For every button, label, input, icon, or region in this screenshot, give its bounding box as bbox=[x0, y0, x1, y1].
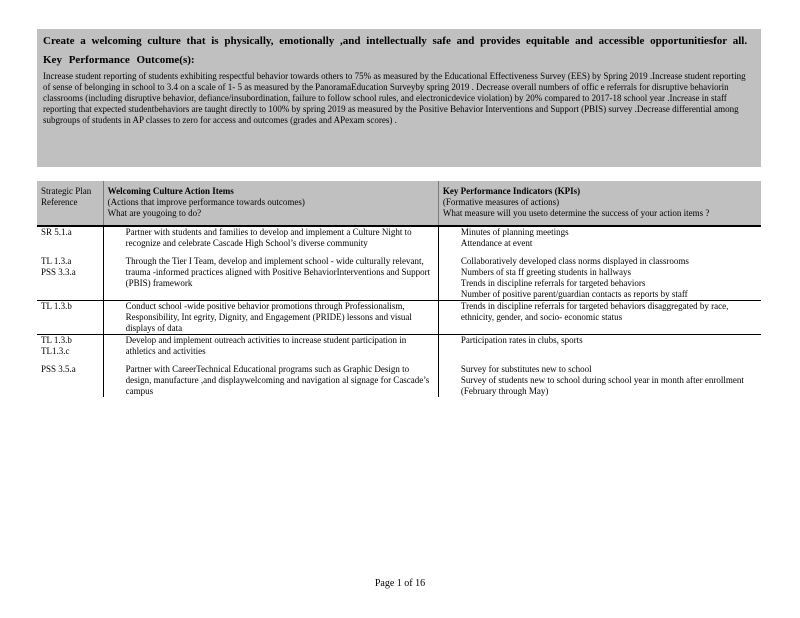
row-action bbox=[103, 301, 438, 335]
row-kpi bbox=[438, 335, 761, 358]
goal-box bbox=[37, 29, 761, 167]
table-row bbox=[37, 256, 761, 301]
kpi-text: Participation rates in clubs, sports bbox=[460, 335, 583, 345]
header-plan-reference-label: Strategic Plan Reference bbox=[41, 186, 92, 207]
header-plan-reference bbox=[37, 181, 103, 226]
table-header-row bbox=[37, 181, 761, 226]
goal-statement: Create a welcoming culture that is physically, emotionally ,and intellectually safe and provides equitable and accessible opportunitiesfor all. bbox=[43, 35, 748, 47]
row-kpi bbox=[438, 301, 761, 335]
row-ref: SR 5.1.a bbox=[41, 227, 72, 237]
bullet-icon bbox=[108, 256, 126, 289]
ref-line: TL1.3.c bbox=[41, 346, 70, 356]
bullet-icon bbox=[108, 301, 126, 334]
kpi-text: Trends in discipline referrals for targeted behaviors disaggregated by race, ethnicity, gender, and socio- economic status bbox=[460, 301, 729, 322]
header-action-title: Welcoming Culture Action Items bbox=[107, 186, 234, 196]
action-plan-table bbox=[37, 181, 761, 397]
row-action bbox=[103, 335, 438, 358]
kpi-text: Collaboratively developed class norms displayed in classrooms bbox=[460, 256, 689, 266]
row-ref bbox=[37, 256, 103, 301]
bullet-icon bbox=[108, 335, 126, 357]
action-text: Partner with students and families to develop and implement a Culture Night to recognize and celebrate Cascade High School’s diverse community bbox=[125, 227, 412, 248]
kpi-text: Survey of students new to school during school year in month after enrollment (February through May) bbox=[460, 375, 744, 396]
action-text: Through the Tier I Team, develop and implement school - wide culturally relevant, trauma -informed practices aligned with Positive BehaviorInterventions and Support (PBIS) framework bbox=[125, 256, 431, 288]
bullet-icon bbox=[443, 301, 461, 323]
ref-line: TL 1.3.a bbox=[41, 256, 72, 266]
kpi-text: Numbers of sta ff greeting students in hallways bbox=[460, 267, 631, 277]
kpi-text: Attendance at event bbox=[460, 238, 533, 248]
row-action bbox=[103, 364, 438, 397]
header-action-items bbox=[103, 181, 438, 226]
table-row bbox=[37, 335, 761, 358]
action-text: Develop and implement outreach activities to increase student participation in athletics and activities bbox=[125, 335, 407, 356]
bullet-icon bbox=[443, 335, 461, 346]
bullet-icon bbox=[443, 278, 461, 289]
row-ref: TL 1.3.b bbox=[37, 301, 103, 335]
kpi-text: Minutes of planning meetings bbox=[460, 227, 569, 237]
bullet-icon bbox=[443, 364, 461, 375]
header-kpis bbox=[438, 181, 761, 226]
kpo-heading: Key Performance Outcome(s): bbox=[43, 54, 195, 66]
header-action-sub2: What are yougoing to do? bbox=[107, 208, 202, 218]
row-action bbox=[103, 256, 438, 301]
bullet-icon bbox=[443, 375, 461, 397]
bullet-icon bbox=[443, 256, 461, 267]
row-ref: PSS 3.5.a bbox=[41, 364, 76, 374]
header-kpi-title: Key Performance Indicators (KPIs) bbox=[442, 186, 581, 196]
action-text: Partner with CareerTechnical Educational programs such as Graphic Design to design, manufacture ,and displaywelcoming and navigation al signage for Cascade’s campus bbox=[125, 364, 430, 396]
row-kpi bbox=[438, 364, 761, 397]
ref-line: PSS 3.3.a bbox=[41, 267, 76, 277]
action-text: Conduct school -wide positive behavior promotions through Professionalism, Responsibility, Int egrity, Dignity, and Engagement (PRIDE) lessons and visual displays of data bbox=[125, 301, 412, 333]
table-row bbox=[37, 364, 761, 397]
table-row bbox=[37, 301, 761, 335]
table-row bbox=[37, 226, 761, 249]
header-kpi-sub2: What measure will you useto determine the success of your action items ? bbox=[442, 208, 710, 218]
bullet-icon bbox=[443, 289, 461, 300]
page-number: Page 1 of 16 bbox=[374, 578, 426, 589]
kpi-text: Number of positive parent/guardian contacts as reports by staff bbox=[460, 289, 688, 299]
kpo-text: Increase student reporting of students exhibiting respectful behavior towards others to 75% as measured by the Educational Effectiveness Survey (EES) by Spring 2019 .Increase student reporting of sense of belonging in school to 3.4 on a scale of 1- 5 as measured by the PanoramaEducation Surveyby spring 2019 . Decrease overall numbers of offic e referrals for disruptive behaviorin classrooms (including disruptive behavior, defiance/insubordination, failure to follow school rules, and electronicdevice violation) by 20% compared to 2017-18 school year .Increase in staff reporting that expected studentbehaviors are taught directly to 100% by spring 2019 as measured by the Positive Behavior Interventions and Support (PBIS) survey .Decrease differential among subgroups of students in AP classes to zero for access and outcomes (grades and APexam scores) . bbox=[43, 71, 746, 125]
bullet-icon bbox=[108, 227, 126, 249]
row-kpi bbox=[438, 256, 761, 301]
bullet-icon bbox=[443, 227, 461, 238]
bullet-icon bbox=[443, 238, 461, 249]
header-kpi-sub1: (Formative measures of actions) bbox=[442, 197, 560, 207]
row-kpi bbox=[438, 226, 761, 249]
bullet-icon bbox=[108, 364, 126, 397]
header-action-sub1: (Actions that improve performance towards outcomes) bbox=[107, 197, 305, 207]
kpi-text: Trends in discipline referrals for targeted behaviors bbox=[460, 278, 646, 288]
row-ref bbox=[37, 335, 103, 358]
kpi-text: Survey for substitutes new to school bbox=[460, 364, 592, 374]
bullet-icon bbox=[443, 267, 461, 278]
ref-line: TL 1.3.b bbox=[41, 335, 72, 345]
row-action bbox=[103, 226, 438, 249]
